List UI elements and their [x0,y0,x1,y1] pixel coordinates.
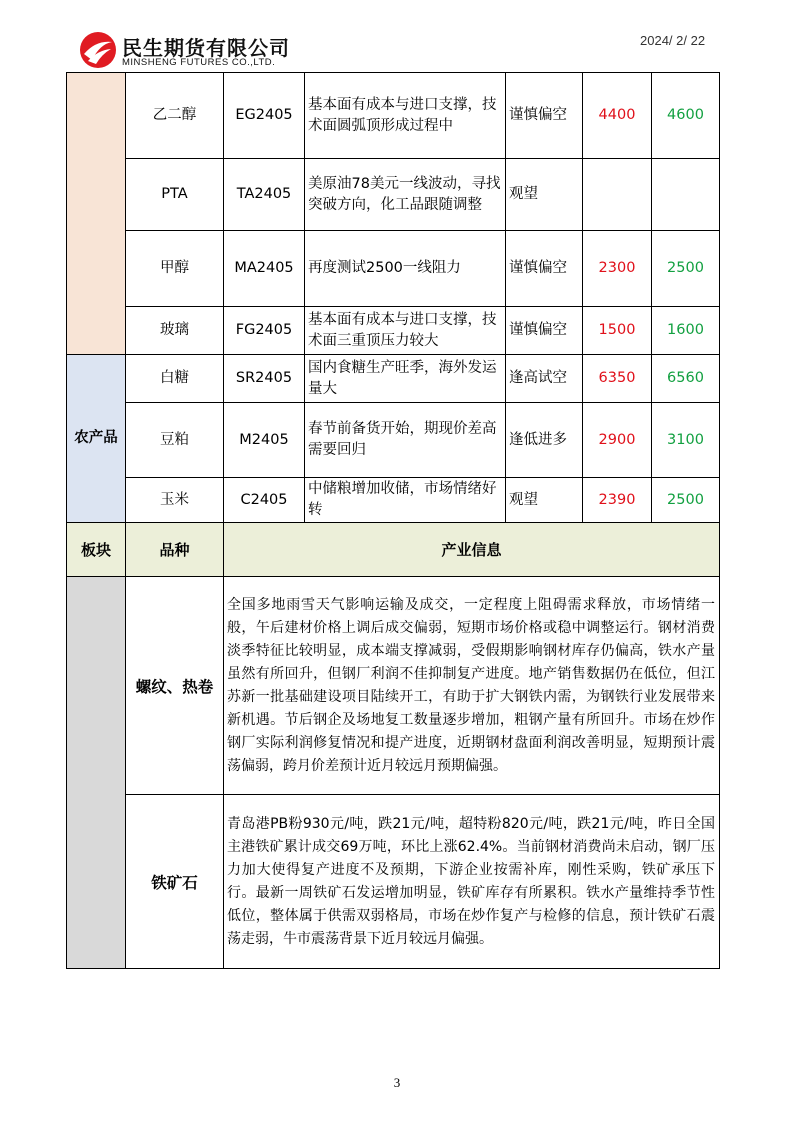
view-cell: 基本面有成本与进口支撑，技术面三重顶压力较大 [305,307,506,355]
strategy-cell: 观望 [506,159,583,231]
minsheng-logo-icon [78,30,118,70]
variety-cell: 螺纹、热卷 [126,577,224,795]
resistance-cell [652,159,720,231]
table-row [67,231,720,307]
table-row [67,355,720,403]
support-cell: 4400 [583,73,652,159]
table-row [67,795,720,969]
variety-cell: 玉米 [126,478,224,523]
contract-cell: TA2405 [224,159,305,231]
strategy-cell: 逢高试空 [506,355,583,403]
variety-cell: 白糖 [126,355,224,403]
company-name-cn: 民生期货有限公司 [122,36,290,60]
strategy-cell: 观望 [506,478,583,523]
company-logo [78,30,318,72]
contract-cell: M2405 [224,403,305,478]
sector-cell-black [67,577,126,969]
table-row [67,577,720,795]
strategy-cell: 谨慎偏空 [506,231,583,307]
strategy-table [66,72,720,523]
table-header-row [67,523,720,577]
header-variety: 品种 [126,523,224,577]
support-cell: 6350 [583,355,652,403]
view-cell: 再度测试2500一线阻力 [305,231,506,307]
strategy-cell: 谨慎偏空 [506,307,583,355]
table-row [67,159,720,231]
header-sector: 板块 [67,523,126,577]
variety-cell: 铁矿石 [126,795,224,969]
contract-cell: MA2405 [224,231,305,307]
contract-cell: EG2405 [224,73,305,159]
strategy-cell: 逢低进多 [506,403,583,478]
table-row [67,478,720,523]
resistance-cell: 4600 [652,73,720,159]
variety-cell: PTA [126,159,224,231]
company-name-en: MINSHENG FUTURES CO.,LTD. [122,57,276,68]
view-cell: 基本面有成本与进口支撑，技术面圆弧顶形成过程中 [305,73,506,159]
view-cell: 美原油78美元一线波动，寻找突破方向，化工品跟随调整 [305,159,506,231]
support-cell: 2390 [583,478,652,523]
page-number: 3 [393,1075,401,1090]
resistance-cell: 3100 [652,403,720,478]
contract-cell: FG2405 [224,307,305,355]
contract-cell: C2405 [224,478,305,523]
sector-cell-energy [67,73,126,355]
variety-cell: 甲醇 [126,231,224,307]
header-industry-info: 产业信息 [224,523,720,577]
info-cell: 青岛港PB粉930元/吨，跌21元/吨，超特粉820元/吨，跌21元/吨，昨日全国主港铁矿累计成交69万吨，环比上涨62.4%。当前钢材消费尚未启动，钢厂压力加大使得复产进度不及预期，下游企业按需补库，刚性采购，铁矿承压下行。最新一周铁矿石发运增加明显，铁矿库存有所累积。铁水产量维持季节性低位，整体属于供需双弱格局，市场在炒作复产与检修的信息，预计铁矿石震荡走弱，牛市震荡背景下近月较远月偏强。 [224,795,720,969]
contract-cell: SR2405 [224,355,305,403]
industry-info-table [66,522,720,969]
support-cell: 1500 [583,307,652,355]
support-cell: 2300 [583,231,652,307]
support-cell: 2900 [583,403,652,478]
variety-cell: 豆粕 [126,403,224,478]
resistance-cell: 2500 [652,231,720,307]
report-date: 2024/ 2/ 22 [640,33,706,48]
table-row [67,73,720,159]
variety-cell: 玻璃 [126,307,224,355]
variety-cell: 乙二醇 [126,73,224,159]
table-row [67,307,720,355]
resistance-cell: 6560 [652,355,720,403]
support-cell [583,159,652,231]
info-cell: 全国多地雨雪天气影响运输及成交，一定程度上阻碍需求释放，市场情绪一般，午后建材价格上调后成交偏弱，短期市场价格或稳中调整运行。钢材消费淡季特征比较明显，成本端支撑减弱，受假期影响钢材库存仍偏高，铁水产量虽然有所回升，但钢厂利润不佳抑制复产进度。地产销售数据仍在低位，但江苏新一批基础建设项目陆续开工，有助于扩大钢铁内需，为钢铁行业发展带来新机遇。节后钢企及场地复工数量逐步增加，粗钢产量有所回升。市场在炒作钢厂实际利润修复情况和提产进度，近期钢材盘面利润改善明显，短期预计震荡偏弱，跨月价差预计近月较远月预期偏强。 [224,577,720,795]
strategy-cell: 谨慎偏空 [506,73,583,159]
resistance-cell: 2500 [652,478,720,523]
view-cell: 春节前备货开始，期现价差高需要回归 [305,403,506,478]
view-cell: 中储粮增加收储，市场情绪好转 [305,478,506,523]
resistance-cell: 1600 [652,307,720,355]
sector-cell-agri: 农产品 [67,355,126,523]
table-row [67,403,720,478]
view-cell: 国内食糖生产旺季，海外发运量大 [305,355,506,403]
